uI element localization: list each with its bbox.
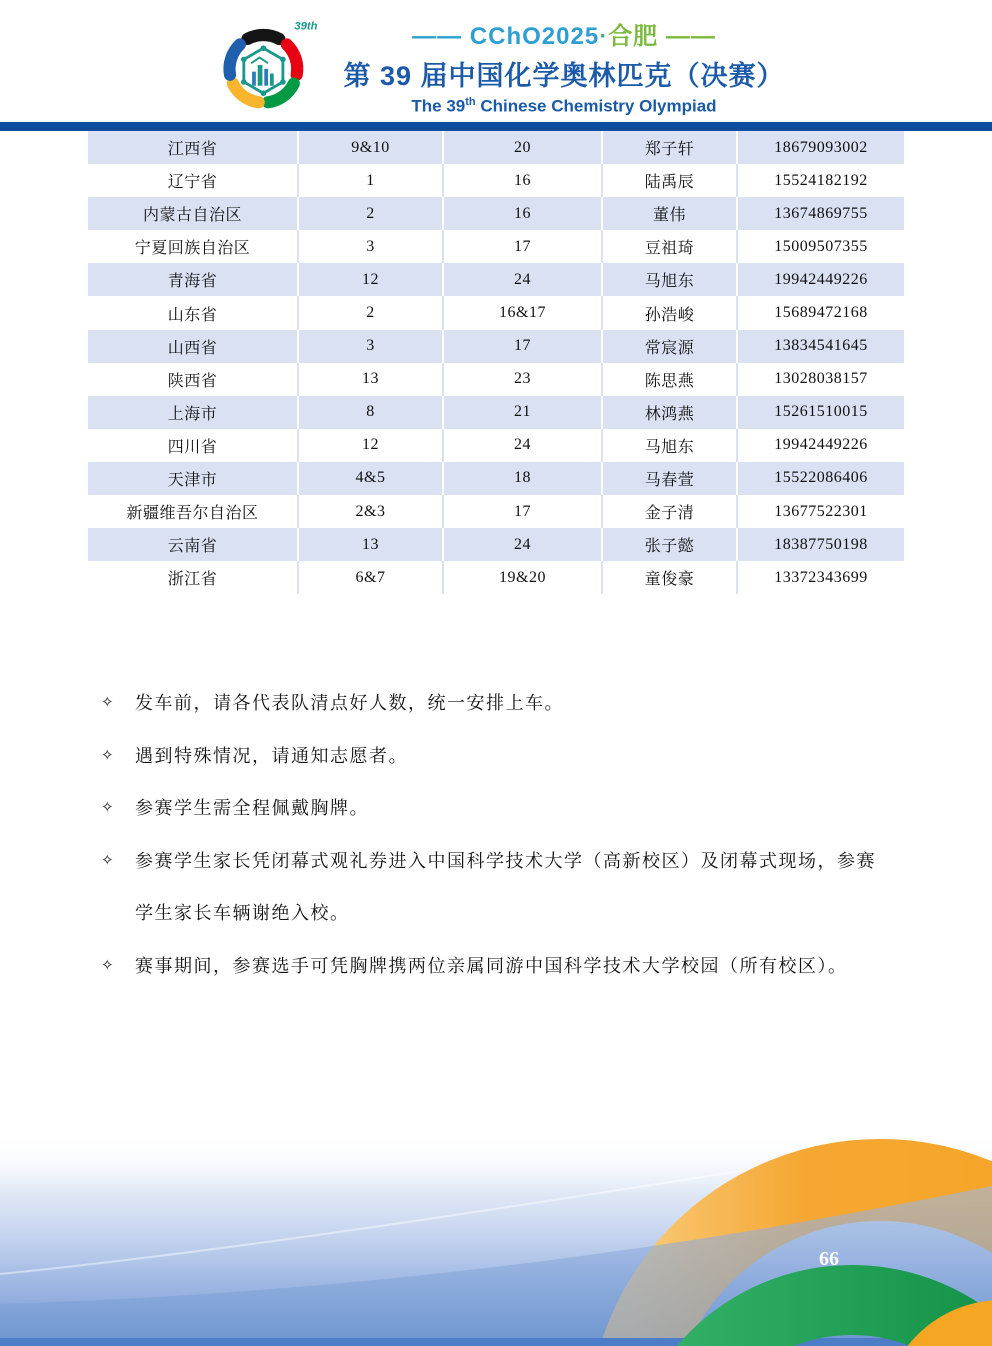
table-cell-num2: 18 [444,462,603,495]
table-cell-province: 新疆维吾尔自治区 [88,495,299,528]
table-cell-contact: 陆禹辰 [603,164,738,197]
table-cell-province: 四川省 [88,429,299,462]
diamond-bullet-icon: ✧ [101,800,114,816]
table-row [88,164,904,197]
table-cell-num2: 19&20 [444,561,603,594]
logo-hexagon [241,46,286,97]
table-cell-contact: 郑子轩 [603,131,738,164]
header-text-block [343,16,784,117]
table-cell-phone: 15689472168 [774,304,868,322]
note-text: 参赛学生需全程佩戴胸牌。 [135,798,369,818]
table-cell-contact: 张子懿 [603,528,738,561]
diamond-bullet-icon: ✧ [101,747,114,764]
table-cell-num1: 2 [299,296,444,329]
table-cell-province: 天津市 [88,462,299,495]
diamond-bullet-icon: ✧ [101,957,114,974]
delegation-contact-table [88,131,904,594]
ccho-olympiad-logo [207,16,331,116]
table-row [88,528,904,561]
table-row [88,561,904,594]
table-cell-province: 江西省 [88,131,299,164]
table-cell-num1: 6&7 [299,561,444,594]
table-cell-num2: 16&17 [444,296,603,329]
table-cell-phone: 15009507355 [774,237,868,255]
table-cell-num2: 24 [444,528,603,561]
table-cell-province: 山西省 [88,330,299,363]
table-cell-phone: 13674869755 [774,204,868,222]
table-cell-phone: 15524182192 [774,171,868,189]
title-chinese: 第 39 届中国化学奥林匹克（决赛） [343,61,785,91]
table-cell-contact: 马旭东 [603,263,738,296]
table-cell-phone: 13677522301 [774,502,868,520]
table-cell-num2: 23 [444,363,603,396]
table-cell-province: 上海市 [88,396,299,429]
table-cell-province: 宁夏回族自治区 [88,230,299,263]
table-cell-num2: 21 [444,396,603,429]
table-row [88,197,904,230]
table-cell-num2: 16 [444,164,603,197]
table-cell-contact: 童俊豪 [603,561,738,594]
table-cell-province: 陕西省 [88,363,299,396]
table-cell-num2: 16 [444,197,603,230]
note-item [88,730,888,783]
event-line-right: 合肥 —— [608,23,716,50]
table-cell-num1: 13 [299,363,444,396]
page-header [0,16,992,117]
table-cell-num2: 17 [444,495,603,528]
event-line-left: —— CChO2025 [412,23,600,50]
table-cell-contact: 林鸿燕 [603,396,738,429]
note-text: 发车前，请各代表队清点好人数，统一安排上车。 [135,693,564,713]
table-cell-num2: 17 [444,230,603,263]
table-cell-num1: 3 [299,230,444,263]
table-cell-num1: 2 [299,197,444,230]
table-cell-phone: 13028038157 [774,370,868,388]
table-row [88,462,904,495]
table-row [88,296,904,329]
event-line-dot: · [599,23,609,50]
table-cell-num2: 17 [444,330,603,363]
table-cell-phone: 15261510015 [774,403,868,421]
table-cell-contact: 陈思燕 [603,363,738,396]
table-cell-num1: 12 [299,429,444,462]
table-cell-contact: 豆祖琦 [603,230,738,263]
table-row [88,263,904,296]
table-cell-num1: 9&10 [299,131,444,164]
header-divider-bar [0,122,992,131]
table-cell-phone: 18387750198 [774,535,868,553]
table-cell-province: 辽宁省 [88,164,299,197]
table-cell-province: 内蒙古自治区 [88,197,299,230]
table-cell-num1: 3 [299,330,444,363]
table-cell-contact: 董伟 [603,197,738,230]
table-row [88,131,904,164]
bottom-strip [0,1338,992,1346]
table-row [88,330,904,363]
table-cell-contact: 孙浩峻 [603,296,738,329]
table-cell-contact: 马旭东 [603,429,738,462]
note-item [88,835,888,940]
diamond-bullet-icon: ✧ [101,852,114,869]
note-text: 赛事期间，参赛选手可凭胸牌携两位亲属同游中国科学技术大学校园（所有校区）。 [135,955,848,976]
table-cell-province: 山东省 [88,296,299,329]
table-cell-num1: 12 [299,263,444,296]
title-english-sup: th [465,96,476,108]
footer-wave-decoration [0,1126,992,1346]
table-cell-phone: 13372343699 [774,568,868,586]
table-cell-phone: 19942449226 [774,270,868,288]
title-english-post: Chinese Chemistry Olympiad [475,96,717,116]
table-cell-num2: 24 [444,429,603,462]
table-row [88,230,904,263]
table-cell-contact: 常宸源 [603,330,738,363]
note-text: 参赛学生家长凭闭幕式观礼券进入中国科学技术大学（高新校区）及闭幕式现场，参赛学生家长车辆谢绝入校。 [135,850,876,923]
table-row [88,396,904,429]
logo-39th-badge: 39th [294,20,319,33]
table-cell-phone: 18679093002 [774,138,868,156]
table-cell-num1: 1 [299,164,444,197]
table-row [88,495,904,528]
note-item [88,677,888,730]
note-item [88,782,888,835]
table-cell-province: 浙江省 [88,561,299,594]
title-english-pre: The 39 [411,96,466,116]
table-row [88,429,904,462]
note-text: 遇到特殊情况，请通知志愿者。 [135,745,408,766]
table-cell-contact: 马春萱 [603,462,738,495]
notes-list [88,677,888,992]
table-cell-num2: 20 [444,131,603,164]
page-number: 66 [819,1248,839,1270]
table-cell-province: 青海省 [88,263,299,296]
table-cell-num1: 2&3 [299,495,444,528]
table-cell-phone: 15522086406 [774,469,868,487]
table-cell-num1: 8 [299,396,444,429]
table-row [88,363,904,396]
title-english [343,96,784,117]
table-cell-contact: 金子清 [603,495,738,528]
table-cell-phone: 19942449226 [774,436,868,454]
note-item [88,940,888,993]
table-cell-province: 云南省 [88,528,299,561]
table-cell-num1: 13 [299,528,444,561]
table-cell-num2: 24 [444,263,603,296]
table-cell-phone: 13834541645 [774,337,868,355]
table-cell-num1: 4&5 [299,462,444,495]
event-line [343,16,784,51]
diamond-bullet-icon: ✧ [101,695,114,711]
